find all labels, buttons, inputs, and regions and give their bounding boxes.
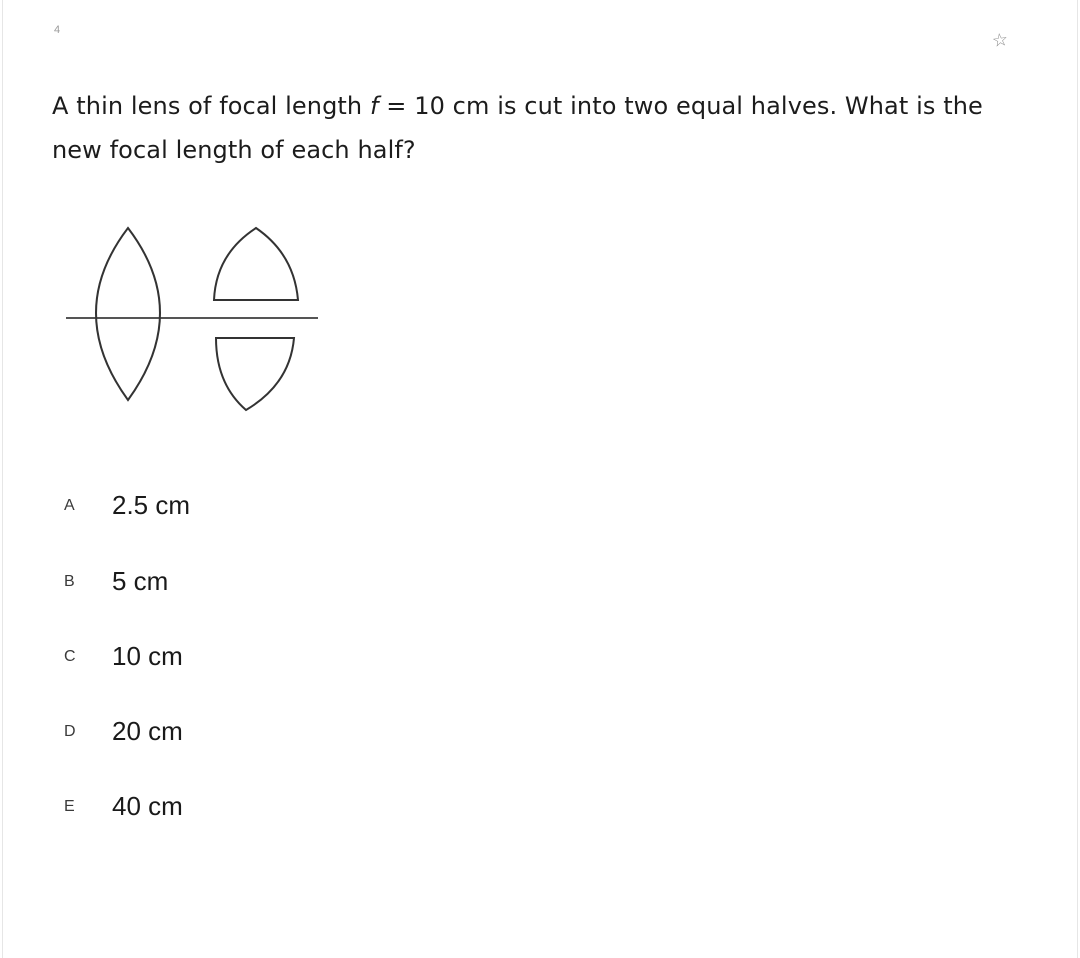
option-letter: B: [64, 572, 75, 590]
option-text: 20 cm: [112, 716, 183, 746]
focal-length-variable: f: [369, 92, 379, 120]
option-text: 2.5 cm: [112, 490, 191, 520]
option-text: 10 cm: [112, 641, 183, 671]
option-letter: E: [64, 797, 75, 815]
page-edge-right: [1077, 0, 1078, 958]
option-letter: C: [64, 647, 76, 665]
option-letter: D: [64, 722, 76, 740]
option-b[interactable]: [64, 566, 168, 606]
question-text: [52, 84, 1032, 172]
question-number: 4: [54, 24, 61, 36]
option-d[interactable]: [64, 716, 183, 756]
option-e[interactable]: [64, 791, 183, 831]
question-text-after: 10 cm is cut into two equal halves. What is the new focal length of each half?: [52, 92, 983, 164]
upper-half-lens: [214, 228, 298, 300]
whole-lens: [96, 228, 160, 400]
equals-sign: =: [378, 92, 415, 120]
option-letter: A: [64, 496, 75, 514]
lower-half-lens: [216, 338, 294, 410]
option-a[interactable]: [64, 490, 190, 530]
page-edge-left: [2, 0, 3, 958]
option-text: 5 cm: [112, 566, 169, 596]
option-c[interactable]: [64, 641, 183, 681]
lens-diagram: [62, 222, 324, 418]
question-text-before: A thin lens of focal length: [52, 92, 370, 120]
option-text: 40 cm: [112, 791, 183, 821]
bookmark-icon[interactable]: ☆: [990, 28, 1010, 52]
